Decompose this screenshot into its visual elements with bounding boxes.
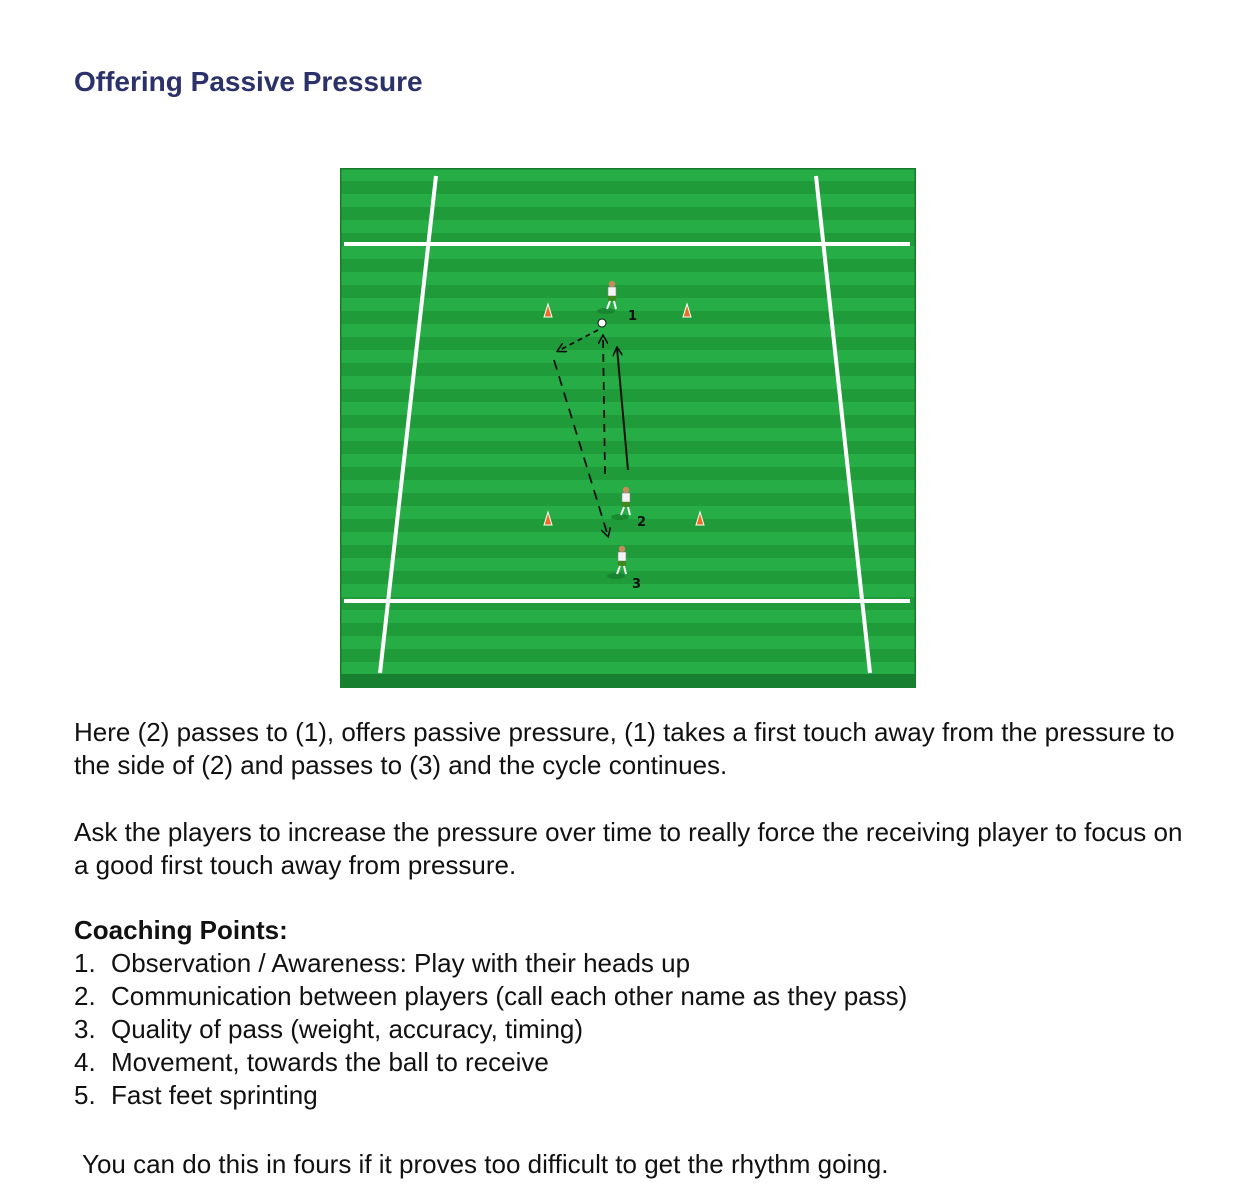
list-item-text: Communication between players (call each other name as they pass) [111,981,908,1011]
instruction-paragraph: Ask the players to increase the pressure over time to really force the receiving player to focus on a good first touch away from pressure. [74,817,1183,880]
list-item [74,947,1194,980]
pitch-stripe [340,662,916,675]
coaching-points-list [74,947,1194,1112]
pitch-stripe [340,194,916,207]
pitch-stripe [340,636,916,649]
player-3-label: 3 [632,577,642,592]
pitch-stripe [340,610,916,623]
list-item-number: 2. [74,981,96,1011]
drill-diagram [340,168,916,688]
list-item-number: 1. [74,948,96,978]
pitch-stripe [340,402,916,415]
list-item-text: Fast feet sprinting [111,1080,318,1110]
closing-note: You can do this in fours if it proves too difficult to get the rhythm going. [82,1149,889,1179]
pitch-stripe [340,168,916,181]
coaching-points-heading: Coaching Points: [74,915,288,945]
description-paragraph: Here (2) passes to (1), offers passive pressure, (1) takes a first touch away from the pressure to the side of (2) and passes to (3) and the cycle continues. [74,717,1175,780]
list-item [74,980,1194,1013]
player-1-label: 1 [628,309,638,324]
pitch-stripe [340,324,916,337]
coaching-points-section [74,914,1194,1112]
list-item [74,1046,1194,1079]
pitch-stripe [340,220,916,233]
list-item-text: Movement, towards the ball to receive [111,1047,549,1077]
player-2-label: 2 [637,515,647,530]
pitch-stripe [340,532,916,545]
pitch-stripe [340,428,916,441]
list-item-text: Quality of pass (weight, accuracy, timing) [111,1014,584,1044]
list-item [74,1013,1194,1046]
pitch-stripe [340,584,916,597]
pitch-stripe [340,350,916,363]
pitch-bottom-edge [340,674,916,688]
list-item-number: 4. [74,1047,96,1077]
list-item-text: Observation / Awareness: Play with their heads up [111,948,691,978]
ball-icon [598,319,606,327]
pitch-stripe [340,558,916,571]
list-item-number: 3. [74,1014,96,1044]
page-title: Offering Passive Pressure [74,66,423,97]
list-item [74,1079,1194,1112]
list-item-number: 5. [74,1080,96,1110]
pitch-stripe [340,376,916,389]
